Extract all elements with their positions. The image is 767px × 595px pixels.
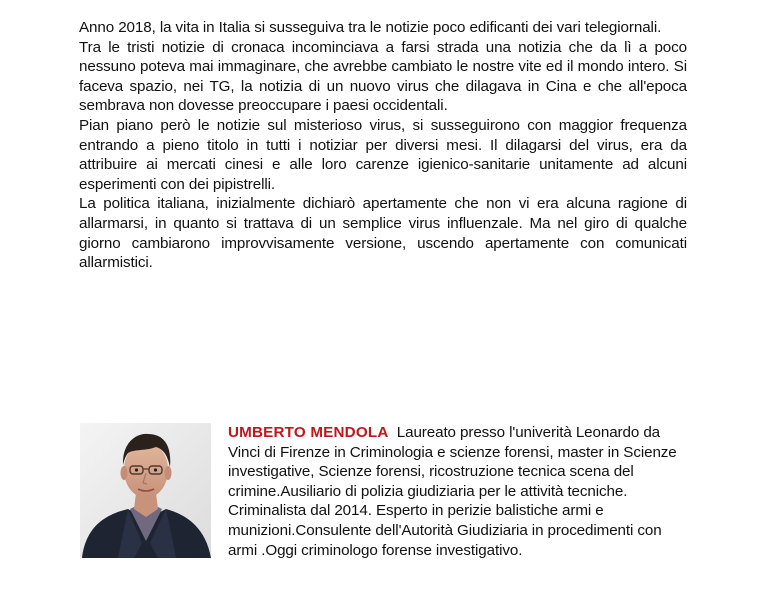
author-photo <box>80 423 211 558</box>
author-bio-text: Laureato presso l'univerità Leonardo da Vinci di Firenze in Criminologia e scienze forensi, master in Scienze investigative, Scienze forensi, ricostruzione tecnica scena del crimine.Ausiliario di polizia giudiziaria per le attività tecniche. Criminalista dal 2014. Esperto in perizie balistiche armi e munizioni.Consulente dell'Autorità Giudiziaria in procedimenti con armi .Oggi criminologo forense investigativo. <box>228 424 677 559</box>
paragraph: La politica italiana, inizialmente dichiarò apertamente che non vi era alcuna ragione di allarmarsi, in quanto si trattava di un semplice virus influenzale. Ma nel giro di qualche giorno cambiarono improvvisamente versione, uscendo apertamente con comunicati allarmistici. <box>79 195 687 272</box>
paragraph: Pian piano però le notizie sul misterioso virus, si susseguirono con maggior frequenza entrando a pieno titolo in tutti i notiziar per diversi mesi. Il dilagarsi del virus, era da attribuire ai mercati cinesi e alle loro carenze igienico-sanitarie unitamente ad alcuni esperimenti con dei pipistrelli. <box>79 116 687 193</box>
paragraph: Tra le tristi notizie di cronaca incominciava a farsi strada una notizia che da lì a poco nessuno poteva mai immaginare, che avrebbe cambiato le nostre vite ed il mondo intero. Si faceva spazio, nei TG, la notizia di un nuovo virus che dilagava in Cina e che all'epoca sembrava non dovesse preoccupare i paesi occidentali. <box>79 38 687 115</box>
paragraph: Anno 2018, la vita in Italia si susseguiva tra le notizie poco edificanti dei vari telegiornali. <box>79 19 662 36</box>
author-bio <box>228 423 688 560</box>
author-name: UMBERTO MENDOLA <box>228 424 389 441</box>
article-body <box>79 18 687 273</box>
